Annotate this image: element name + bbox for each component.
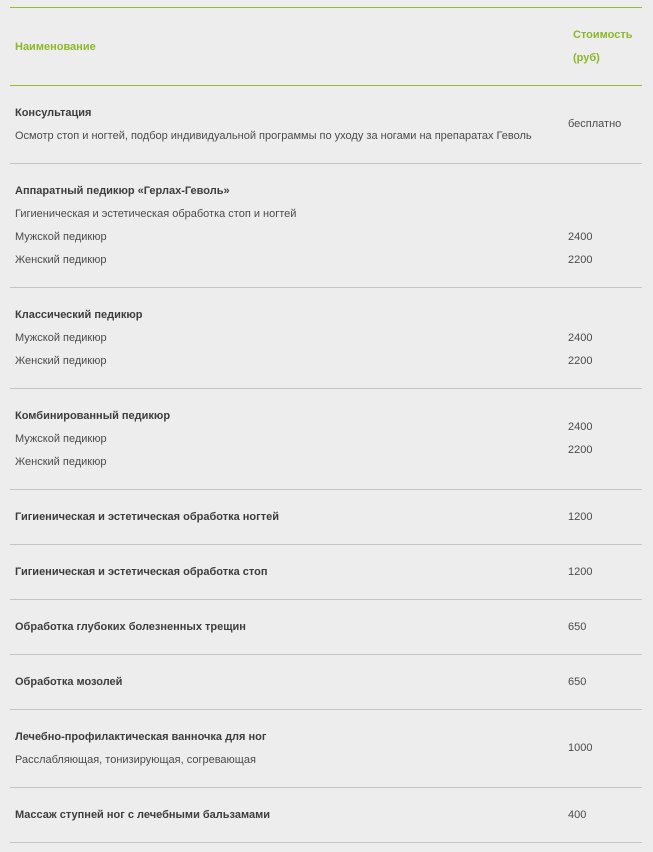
table-header xyxy=(10,8,642,86)
service-price: 400 xyxy=(568,808,587,821)
price-female: 2200 xyxy=(568,253,593,266)
price-table xyxy=(10,7,642,843)
price-female: 2200 xyxy=(568,444,593,456)
price-cell xyxy=(568,164,642,287)
service-cell xyxy=(10,655,568,709)
table-row-foot-massage xyxy=(10,788,642,843)
service-title: Комбинированный педикюр xyxy=(15,409,171,422)
price-cell xyxy=(568,600,642,654)
price-male: 2400 xyxy=(568,421,593,433)
price-female: 2200 xyxy=(568,354,593,367)
price-male: 2400 xyxy=(568,230,593,243)
service-cell xyxy=(10,389,568,489)
price-cell xyxy=(568,86,642,163)
service-variant-male: Мужской педикюр xyxy=(15,331,107,344)
service-variant-female: Женский педикюр xyxy=(15,253,107,266)
price-cell xyxy=(568,710,642,787)
service-price: 1000 xyxy=(568,742,593,754)
service-title: Лечебно-профилактическая ванночка для ног xyxy=(15,730,267,743)
service-cell xyxy=(10,545,568,599)
service-variant-male: Мужской педикюр xyxy=(15,432,107,445)
service-price: 1200 xyxy=(568,510,593,523)
price-cell xyxy=(568,655,642,709)
service-description: Расслабляющая, тонизирующая, согревающая xyxy=(15,753,256,766)
service-title: Классический педикюр xyxy=(15,308,143,321)
service-title: Обработка глубоких болезненных трещин xyxy=(15,620,246,633)
service-title: Массаж ступней ног с лечебными бальзамами xyxy=(15,808,270,821)
service-variant-male: Мужской педикюр xyxy=(15,230,107,243)
table-row-classic-pedicure xyxy=(10,288,642,389)
column-header-price-line1: Стоимость xyxy=(573,28,633,41)
table-row-crack-treatment xyxy=(10,600,642,655)
service-title: Обработка мозолей xyxy=(15,675,123,688)
price-male: 2400 xyxy=(568,331,593,344)
service-price: 1200 xyxy=(568,565,593,578)
service-price: 650 xyxy=(568,620,587,633)
table-row-foot-bath xyxy=(10,710,642,788)
service-cell xyxy=(10,164,568,287)
column-header-price-line2: (руб) xyxy=(573,51,600,64)
price-cell xyxy=(568,490,642,544)
table-row-callus-treatment xyxy=(10,655,642,710)
price-cell xyxy=(568,545,642,599)
service-cell xyxy=(10,490,568,544)
service-cell xyxy=(10,288,568,388)
service-description: Гигиеническая и эстетическая обработка стоп и ногтей xyxy=(15,207,297,220)
table-row-foot-treatment xyxy=(10,545,642,600)
column-header-price xyxy=(573,8,642,85)
service-cell xyxy=(10,86,568,163)
price-cell xyxy=(568,288,642,388)
service-price: бесплатно xyxy=(568,118,622,130)
service-title: Консультация xyxy=(15,106,92,119)
table-row-combined-pedicure xyxy=(10,389,642,490)
price-cell xyxy=(568,788,642,842)
service-variant-female: Женский педикюр xyxy=(15,455,107,468)
service-title: Гигиеническая и эстетическая обработка стоп xyxy=(15,565,268,578)
column-header-name: Наименование xyxy=(15,40,96,53)
table-row-nail-treatment xyxy=(10,490,642,545)
service-cell xyxy=(10,788,568,842)
price-cell xyxy=(568,389,642,489)
table-row-hardware-pedicure xyxy=(10,164,642,288)
service-price: 650 xyxy=(568,675,587,688)
service-variant-female: Женский педикюр xyxy=(15,354,107,367)
service-cell xyxy=(10,710,568,787)
service-title: Гигиеническая и эстетическая обработка ногтей xyxy=(15,510,279,523)
service-description: Осмотр стоп и ногтей, подбор индивидуальной программы по уходу за ногами на препаратах Геволь xyxy=(15,129,532,142)
service-cell xyxy=(10,600,568,654)
service-title: Аппаратный педикюр «Герлах-Геволь» xyxy=(15,184,230,197)
table-row-consultation xyxy=(10,86,642,164)
